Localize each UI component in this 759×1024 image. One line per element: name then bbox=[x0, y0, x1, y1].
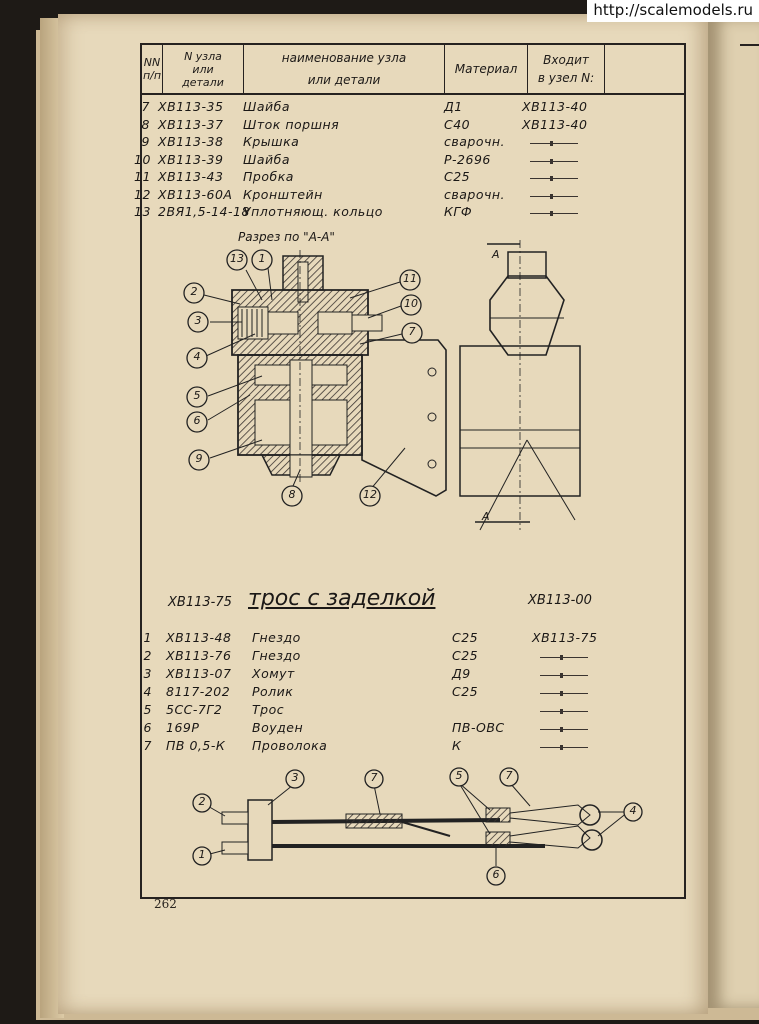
row-part: ХВ113-39 bbox=[158, 151, 224, 167]
row-part: ХВ113-48 bbox=[166, 630, 232, 645]
row-num: 5 bbox=[143, 702, 152, 717]
row-material: С25 bbox=[452, 684, 479, 699]
row-part: 5СС-7Г2 bbox=[166, 702, 223, 717]
row-material: С25 bbox=[444, 169, 471, 184]
callout-number: 1 bbox=[198, 848, 206, 861]
row-part: ХВ113-38 bbox=[158, 134, 224, 149]
callout-number: 7 bbox=[505, 769, 513, 782]
row-name: Пробка bbox=[243, 169, 294, 184]
row-part: 8117-202 bbox=[166, 684, 231, 699]
header-name-line1: наименование узла bbox=[281, 51, 407, 65]
same-assembly-mark bbox=[540, 711, 588, 712]
row-part: ХВ113-07 bbox=[166, 666, 232, 681]
callout-number: 6 bbox=[492, 868, 500, 881]
row-assembly: ХВ113-40 bbox=[522, 116, 588, 132]
row-num: 9 bbox=[141, 134, 150, 149]
row-part: ХВ113-35 bbox=[158, 99, 224, 114]
row-material: С25 bbox=[452, 630, 479, 645]
row-name: Кронштейн bbox=[243, 186, 323, 202]
side-view bbox=[460, 240, 580, 530]
callout-number: 7 bbox=[370, 771, 378, 784]
callout-number: 2 bbox=[198, 795, 206, 808]
row-num: 10 bbox=[134, 151, 151, 167]
callout-number: 13 bbox=[230, 252, 244, 265]
header-part-line1: N узла bbox=[184, 49, 222, 63]
row-name: Шток поршня bbox=[243, 116, 340, 132]
callout-number: 11 bbox=[403, 272, 417, 285]
row-material: КГФ bbox=[444, 204, 473, 219]
header-index-line2: п/п bbox=[142, 69, 162, 82]
section-label: Разрез по "А-А" bbox=[238, 230, 335, 244]
cable-drawing bbox=[193, 768, 642, 885]
row-num: 12 bbox=[134, 186, 151, 202]
callout-number: 9 bbox=[195, 452, 203, 465]
section2-part-no: ХВ113-75 bbox=[168, 595, 232, 610]
page-number: 262 bbox=[154, 897, 177, 911]
row-num: 6 bbox=[143, 720, 152, 735]
header-enters-line1: Входит bbox=[543, 53, 589, 67]
row-name: Ролик bbox=[252, 684, 294, 699]
row-name: Крышка bbox=[243, 134, 300, 149]
row-part: ХВ113-37 bbox=[158, 116, 224, 132]
same-assembly-mark bbox=[540, 747, 588, 748]
callout-number: 12 bbox=[363, 488, 377, 501]
row-name: Хомут bbox=[252, 666, 295, 681]
callout-number: 4 bbox=[193, 350, 201, 363]
row-part: ПВ 0,5-К bbox=[166, 738, 226, 753]
callout-number: 5 bbox=[455, 769, 463, 782]
row-material: сварочн. bbox=[444, 134, 506, 149]
row-assembly: ХВ113-75 bbox=[532, 630, 598, 645]
row-num: 13 bbox=[134, 204, 151, 219]
header-enters-line2: в узел N: bbox=[537, 71, 595, 85]
row-material: сварочн. bbox=[444, 186, 506, 202]
header-material-text: Материал bbox=[454, 61, 518, 76]
header-part-line2: или bbox=[192, 62, 214, 76]
row-name: Воуден bbox=[252, 720, 304, 735]
section-view bbox=[184, 250, 446, 506]
row-num: 7 bbox=[141, 99, 150, 114]
row-material: С40 bbox=[444, 116, 471, 132]
same-assembly-mark bbox=[540, 693, 588, 694]
same-assembly-mark bbox=[540, 657, 588, 658]
callout-number: 8 bbox=[288, 488, 296, 501]
row-num: 7 bbox=[143, 738, 152, 753]
section2-title: трос с заделкой bbox=[248, 586, 436, 611]
callout-number: 6 bbox=[193, 414, 201, 427]
row-part: ХВ113-76 bbox=[166, 648, 232, 663]
watermark-link[interactable]: http://scalemodels.ru bbox=[587, 0, 759, 22]
callout-number: 4 bbox=[629, 804, 637, 817]
row-num: 3 bbox=[143, 666, 152, 681]
row-material: Р-2696 bbox=[444, 151, 491, 167]
row-name: Уплотняющ. кольцо bbox=[243, 204, 383, 219]
same-assembly-mark bbox=[540, 675, 588, 676]
callout-number: 3 bbox=[291, 771, 299, 784]
callout-number: 10 bbox=[404, 297, 418, 310]
row-name: Шайба bbox=[243, 99, 291, 114]
row-material: Д1 bbox=[444, 99, 463, 114]
row-name: Шайба bbox=[243, 151, 291, 167]
row-part: ХВ113-43 bbox=[158, 169, 224, 184]
row-num: 8 bbox=[141, 116, 150, 132]
callout-number: 5 bbox=[193, 389, 201, 402]
row-assembly: ХВ113-40 bbox=[522, 99, 588, 114]
callout-number: 3 bbox=[194, 314, 202, 327]
row-name: Проволока bbox=[252, 738, 328, 753]
callout-number: 1 bbox=[258, 252, 266, 265]
row-name: Гнездо bbox=[252, 630, 301, 645]
callout-number: 2 bbox=[190, 285, 198, 298]
row-material: Д9 bbox=[452, 666, 471, 681]
row-num: 11 bbox=[134, 169, 151, 184]
section2-assembly: ХВ113-00 bbox=[528, 593, 592, 608]
header-part-line3: детали bbox=[182, 75, 224, 89]
row-name: Гнездо bbox=[252, 648, 301, 663]
row-part: ХВ113-60А bbox=[158, 186, 233, 202]
row-part: 169Р bbox=[166, 720, 200, 735]
row-num: 1 bbox=[143, 630, 152, 645]
callout-number: 7 bbox=[408, 325, 416, 338]
row-material: К bbox=[452, 738, 462, 753]
svg-text:А: А bbox=[482, 510, 490, 523]
svg-text:А: А bbox=[492, 248, 500, 261]
same-assembly-mark bbox=[540, 729, 588, 730]
row-material: ПВ-ОВС bbox=[452, 720, 505, 735]
row-name: Трос bbox=[252, 702, 285, 717]
row-num: 2 bbox=[143, 648, 152, 663]
header-name-line2: или детали bbox=[307, 73, 381, 87]
row-part: 2ВЯ1,5-14-18 bbox=[158, 204, 250, 219]
header-index-line1: NN bbox=[143, 56, 161, 69]
row-num: 4 bbox=[143, 684, 152, 699]
row-material: С25 bbox=[452, 648, 479, 663]
